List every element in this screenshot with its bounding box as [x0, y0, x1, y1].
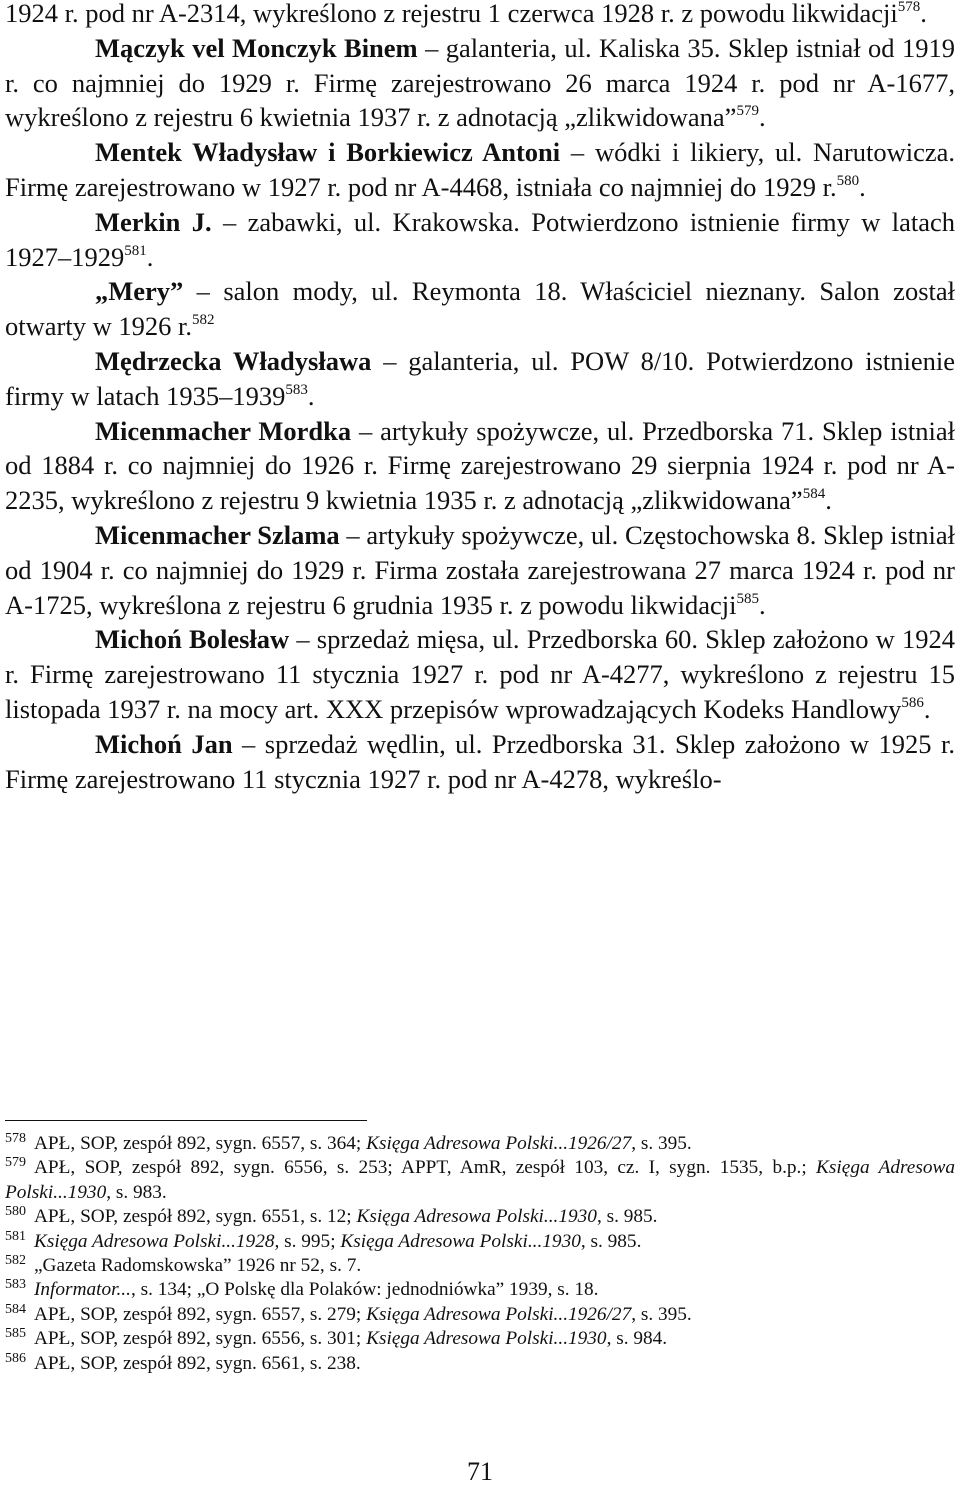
- footnote: [5, 1352, 955, 1376]
- footnote-text: , s. 984.: [606, 1328, 668, 1350]
- footnote-title: Księga Adresowa Polski...1930: [5, 1157, 955, 1203]
- footnote-title: Księga Adresowa Polski...1930: [366, 1328, 607, 1350]
- footnote-title: Księga Adresowa Polski...1930: [356, 1206, 597, 1228]
- footnote: [5, 1230, 955, 1254]
- footnote: [5, 1327, 955, 1351]
- footnote-ref: 582: [191, 312, 215, 329]
- footnote-ref: 578: [897, 0, 921, 15]
- footnote-text: APŁ, SOP, zespół 892, sygn. 6557, s. 364;: [34, 1133, 367, 1154]
- footnote: [5, 1205, 955, 1229]
- footnote-text: , s. 395.: [631, 1303, 692, 1325]
- footnote-text: „Gazeta Radomskowska” 1926 nr 52, s. 7.: [34, 1255, 362, 1277]
- entry-name: „Mery”: [95, 276, 184, 307]
- entry-paragraph: [5, 274, 955, 344]
- footnote-number: 586: [5, 1350, 26, 1366]
- paragraph-text: 1924 r. pod nr A-2314, wykreślono z rejestru 1 czerwca 1928 r. z powodu likwidacji: [5, 0, 898, 28]
- footnote-text: , s. 985.: [580, 1230, 642, 1252]
- footnote-number: 581: [5, 1228, 26, 1244]
- punct: .: [923, 693, 931, 724]
- entry-paragraph: [5, 31, 955, 135]
- footnote-number: 578: [5, 1131, 26, 1146]
- footnote-ref: 581: [124, 242, 147, 259]
- footnote-title: Księga Adresowa Polski...1926/27: [366, 1133, 632, 1154]
- punct: .: [307, 380, 315, 411]
- entry-text: – salon mody, ul. Reymonta 18. Właściciel nieznany. Salon został otwarty w 1926 r.: [5, 276, 955, 342]
- entry-name: Micenmacher Mordka: [95, 415, 352, 446]
- entry-text: – sprzedaż wędlin, ul. Przedborska 31. Sklep założono w 1925 r. Firmę zarejestrowano 11 stycznia 1927 r. pod nr A-4278, wykreślo-: [5, 728, 955, 794]
- footnote-text: APŁ, SOP, zespół 892, sygn. 6557, s. 279;: [34, 1303, 367, 1325]
- entry-paragraph: [5, 344, 955, 414]
- entry-paragraph: [5, 727, 955, 797]
- footnote-text: APŁ, SOP, zespół 892, sygn. 6556, s. 301;: [34, 1328, 367, 1350]
- entry-name: Mędrzecka Władysława: [95, 345, 372, 376]
- entry-name: Micenmacher Szlama: [95, 519, 340, 550]
- footnote: [5, 1132, 955, 1156]
- footnote: [5, 1156, 955, 1205]
- footnote: [5, 1303, 955, 1327]
- footnote-text: , s. 395.: [631, 1133, 692, 1154]
- entry-name: Merkin J.: [95, 206, 212, 237]
- footnote-title: Księga Adresowa Polski...1930: [340, 1230, 581, 1252]
- main-text: [5, 0, 955, 796]
- footnote-ref: 580: [836, 172, 860, 189]
- entry-text: – artykuły spożywcze, ul. Przedborska 71. Sklep istniał od 1884 r. co najmniej do 1926 r. Firmę zarejestrowano 29 sierpnia 1924 r. pod nr A-2235, wykreślono z rejestru 9 kwietnia 1935 r. z adnotacją „zlikwidowana”: [5, 415, 955, 516]
- entry-text: – galanteria, ul. Kaliska 35. Sklep istniał od 1919 r. co najmniej do 1929 r. Firmę zarejestrowano 26 marca 1924 r. pod nr A-1677, wykreślono z rejestru 6 kwietnia 1937 r. z adnotacją „zlikwidowana”: [5, 32, 955, 133]
- entry-text: – zabawki, ul. Krakowska. Potwierdzono istnienie firmy w latach 1927–1929: [5, 206, 956, 272]
- entry-text: – wódki i likiery, ul. Narutowicza. Firmę zarejestrowano w 1927 r. pod nr A-4468, istniała co najmniej do 1929 r.: [5, 137, 955, 202]
- footnote-title: Informator...: [34, 1279, 131, 1301]
- entry-paragraph: [5, 414, 955, 518]
- entry-name: Mentek Władysław i Borkiewicz Antoni: [95, 137, 561, 168]
- footnote-number: 582: [5, 1253, 26, 1269]
- entry-name: Michoń Jan: [95, 728, 233, 759]
- footnote-ref: 586: [901, 694, 924, 711]
- footnote-text: , s. 134; „O Polskę dla Polaków: jednodniówka” 1939, s. 18.: [130, 1279, 599, 1301]
- footnote-separator: [5, 1120, 367, 1121]
- footnote-number: 580: [5, 1204, 26, 1220]
- entry-text: – artykuły spożywcze, ul. Częstochowska 8. Sklep istniał od 1904 r. co najmniej do 1929 r. Firma została zarejestrowana 27 marca 1924 r. pod nr A-1725, wykreślona z rejestru 6 grudnia 1935 r. z powodu likwidacji: [5, 519, 955, 620]
- footnote-number: 583: [5, 1277, 26, 1293]
- footnote-ref: 584: [802, 486, 826, 503]
- entry-text: – galanteria, ul. POW 8/10. Potwierdzono istnienie firmy w latach 1935–1939: [5, 345, 955, 411]
- entry-paragraph: [5, 622, 955, 726]
- footnote-text: APŁ, SOP, zespół 892, sygn. 6556, s. 253; APPT, AmR, zespół 103, cz. I, sygn. 1535, b.p.;: [34, 1157, 817, 1179]
- footnote-text: , s. 985.: [596, 1206, 658, 1228]
- entry-name: Mączyk vel Monczyk Binem: [95, 32, 418, 63]
- footnote-number: 579: [5, 1155, 26, 1171]
- footnote-ref: 585: [736, 590, 760, 607]
- footnote-title: Księga Adresowa Polski...1928: [34, 1230, 275, 1252]
- footnote-text: , s. 983.: [106, 1181, 167, 1203]
- paragraph-continuation: [5, 0, 955, 31]
- punct: .: [920, 0, 927, 28]
- entry-text: – sprzedaż mięsa, ul. Przedborska 60. Sklep założono w 1924 r. Firmę zarejestrowano 11 stycznia 1927 r. pod nr A-4277, wykreślono z rejestru 15 listopada 1937 r. na mocy art. XXX przepisów wprowadzających Kodeks Handlowy: [5, 624, 955, 724]
- footnote: [5, 1254, 955, 1278]
- punct: .: [825, 485, 832, 516]
- footnote-ref: 579: [736, 103, 759, 120]
- entry-paragraph: [5, 135, 955, 205]
- entry-name: Michoń Bolesław: [95, 624, 290, 655]
- entry-paragraph: [5, 518, 955, 622]
- footnote-text: , s. 995;: [274, 1230, 341, 1252]
- punct: .: [859, 171, 866, 202]
- footnote: [5, 1278, 955, 1302]
- footnote-number: 585: [5, 1326, 26, 1342]
- footnote-text: APŁ, SOP, zespół 892, sygn. 6561, s. 238.: [34, 1352, 361, 1374]
- punct: .: [758, 102, 766, 133]
- footnote-ref: 583: [285, 381, 308, 398]
- footnote-number: 584: [5, 1301, 26, 1317]
- footnotes: [5, 1132, 955, 1376]
- punct: .: [759, 589, 766, 620]
- page-number: 71: [467, 1457, 493, 1486]
- footnote-title: Księga Adresowa Polski...1926/27: [366, 1303, 632, 1325]
- entry-paragraph: [5, 205, 955, 275]
- footnote-text: APŁ, SOP, zespół 892, sygn. 6551, s. 12;: [34, 1206, 357, 1228]
- punct: .: [146, 241, 154, 272]
